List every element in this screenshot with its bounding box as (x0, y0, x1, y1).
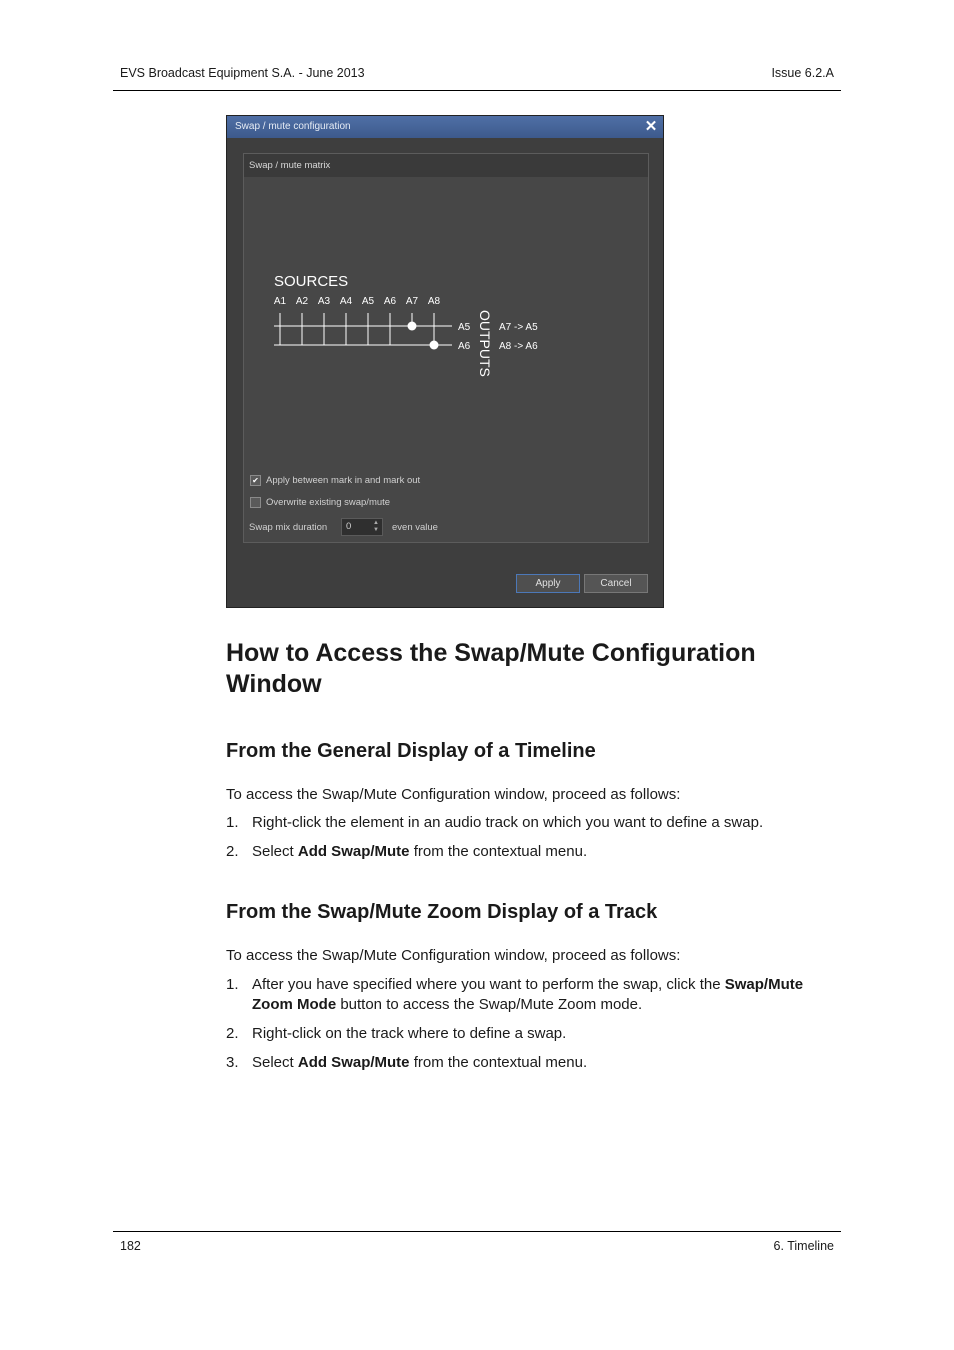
text-run: Select (252, 1054, 298, 1071)
overwrite-label: Overwrite existing swap/mute (266, 497, 391, 508)
dialog-title: Swap / mute configuration (235, 121, 351, 132)
page-header-left: EVS Broadcast Equipment S.A. - June 2013 (120, 66, 365, 80)
list-text (252, 842, 836, 862)
swap-duration-label: Swap mix duration (249, 522, 328, 533)
list-number: 1. (226, 814, 239, 831)
mapping-label: A8 -> A6 (499, 341, 538, 352)
footer-rule (113, 1231, 841, 1232)
swap-mute-dialog (226, 115, 664, 608)
apply-mark-label: Apply between mark in and mark out (266, 475, 421, 486)
list-number: 1. (226, 976, 239, 993)
button-ref: Swap/Mute Zoom Mode (252, 976, 804, 1013)
page-title: How to Access the Swap/Mute Configuration Window (226, 639, 756, 698)
output-label-a5: A5 (458, 322, 471, 333)
list-number: 2. (226, 1025, 239, 1042)
connection-dot (408, 322, 417, 331)
text-run: button to access the Swap/Mute Zoom mode. (336, 996, 643, 1013)
apply-mark-option[interactable] (250, 475, 420, 486)
source-label-a1: A1 (273, 296, 287, 307)
overwrite-option[interactable] (250, 497, 390, 508)
spinner-arrows-icon[interactable]: ▲ ▼ (373, 520, 379, 533)
output-label-a6: A6 (458, 341, 471, 352)
apply-button[interactable]: Apply (516, 574, 580, 593)
source-label-a7: A7 (405, 296, 419, 307)
dialog-title-bar (227, 116, 663, 138)
text-run: from the contextual menu. (409, 1054, 588, 1071)
list-item (226, 975, 836, 1015)
swap-mute-matrix-panel (243, 153, 649, 543)
cancel-button[interactable]: Cancel (584, 574, 648, 593)
menu-item-ref: Add Swap/Mute (297, 1054, 410, 1071)
swap-duration-value: 0 (346, 521, 352, 532)
header-rule (113, 90, 841, 91)
page-footer-left: 182 (120, 1239, 141, 1253)
text-run: After you have specified where you want to perform the swap, click the (252, 976, 725, 993)
swap-duration-input[interactable] (341, 518, 383, 536)
close-icon[interactable]: ✕ (644, 118, 658, 135)
outputs-label: OUTPUTS (477, 310, 493, 377)
overwrite-checkbox[interactable] (250, 497, 261, 508)
mapping-label: A7 -> A5 (499, 322, 538, 333)
section2-intro: To access the Swap/Mute Configuration window, proceed as follows: (226, 947, 681, 964)
section1-intro: To access the Swap/Mute Configuration window, proceed as follows: (226, 786, 681, 803)
list-item (226, 842, 836, 862)
text-run: from the contextual menu. (409, 843, 588, 860)
source-label-a5: A5 (361, 296, 375, 307)
swap-duration-unit: even value (392, 522, 438, 533)
source-label-a8: A8 (427, 296, 441, 307)
source-label-a3: A3 (317, 296, 331, 307)
list-text (252, 1053, 836, 1073)
page-footer-right: 6. Timeline (773, 1239, 834, 1253)
sources-label: SOURCES (274, 273, 349, 290)
section-heading-zoom: From the Swap/Mute Zoom Display of a Track (226, 901, 658, 923)
text-run: Select (252, 843, 298, 860)
list-item (226, 1053, 836, 1073)
section-heading-general: From the General Display of a Timeline (226, 740, 596, 762)
source-label-a4: A4 (339, 296, 353, 307)
list-item (226, 1024, 836, 1044)
list-number: 3. (226, 1054, 239, 1071)
matrix-header: Swap / mute matrix (244, 154, 648, 177)
list-text (252, 975, 836, 1015)
connection-dot (430, 341, 439, 350)
source-label-a6: A6 (383, 296, 397, 307)
list-number: 2. (226, 843, 239, 860)
menu-item-ref: Add Swap/Mute (297, 843, 410, 860)
page-header-right: Issue 6.2.A (771, 66, 834, 80)
source-label-a2: A2 (295, 296, 309, 307)
apply-mark-checkbox[interactable]: ✔ (250, 475, 261, 486)
list-text: Right-click on the track where to define a swap. (252, 1025, 567, 1042)
list-item (226, 813, 836, 833)
list-text: Right-click the element in an audio track on which you want to define a swap. (252, 814, 764, 831)
